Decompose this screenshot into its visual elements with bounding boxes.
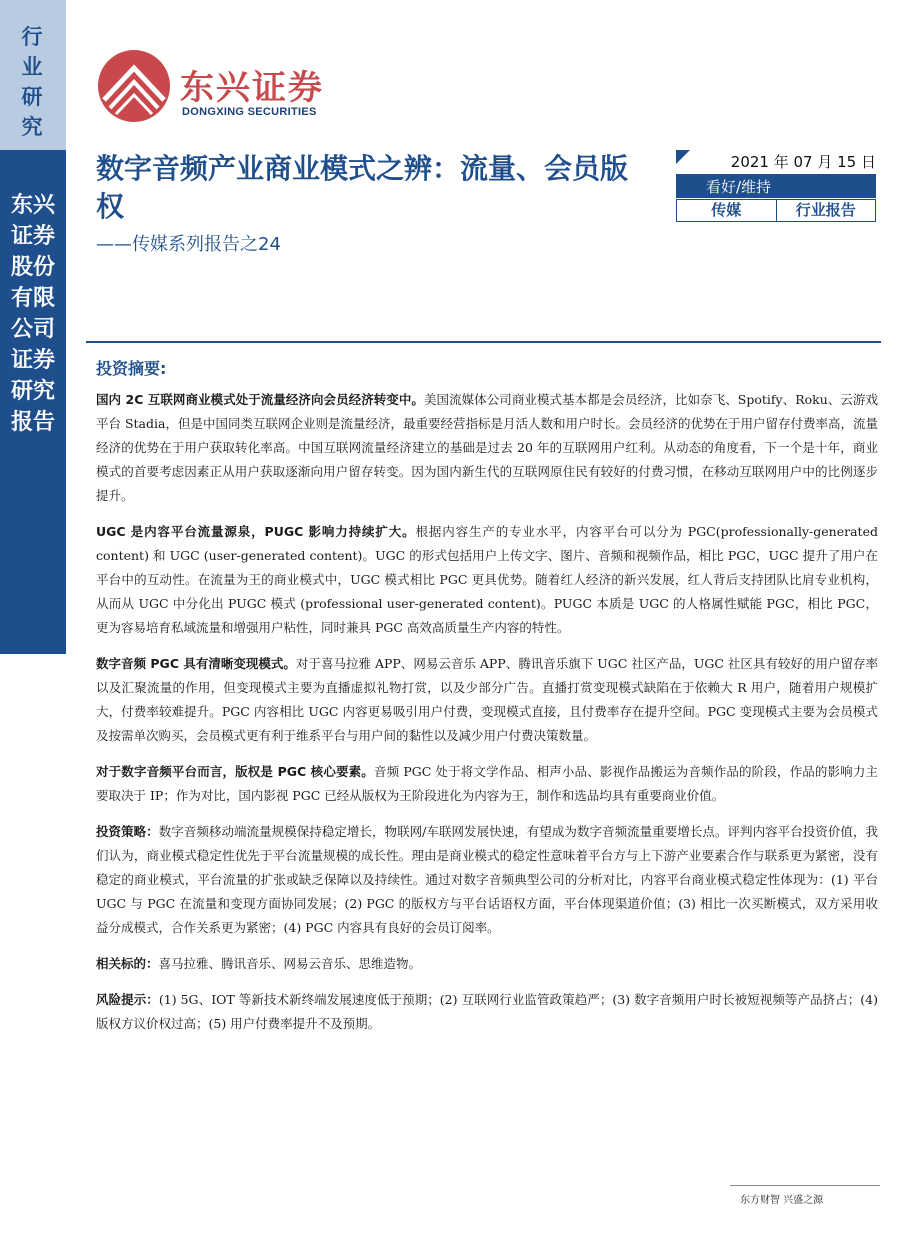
summary-paragraph — [96, 952, 878, 976]
summary-paragraph — [96, 988, 878, 1036]
report-type-tag: 行业报告 — [776, 200, 876, 221]
summary-heading: 投资摘要: — [96, 359, 167, 378]
paragraph-body: (1) 5G、IOT 等新技术新终端发展速度低于预期；(2) 互联网行业监管政策趋严；(3) 数字音频用户时长被短视频等产品挤占；(4) 版权方议价权过高；(5) 用户付费率提升不及预期。 — [96, 992, 878, 1031]
summary-paragraph — [96, 388, 878, 508]
paragraph-lead: 投资策略： — [96, 824, 159, 839]
logo-chinese-name: 东兴证券 — [180, 68, 324, 108]
summary-paragraph — [96, 652, 878, 748]
logo-english-name: DONGXING SECURITIES — [182, 106, 317, 118]
footer-divider — [730, 1185, 880, 1186]
paragraph-body: 音频 PGC 处于将文学作品、相声小品、影视作品搬运为音频作品的阶段，作品的影响力主要取决于 IP；作为对比，国内影视 PGC 已经从版权为王阶段进化为内容为王，制作和选品均具有重要商业价值。 — [96, 764, 878, 803]
paragraph-body: 根据内容生产的专业水平，内容平台可以分为 PGC(professionally-generated content) 和 UGC (user-generated content)。UGC 的形式包括用户上传文字、图片、音频和视频作品，相比 PGC，UGC 提升了用户在平台中的互动性。在流量为王的商业模式中，UGC 模式相比 PGC 更具优势。随着红人经济的新兴发展，红人背后支持团队比肩专业机构，从而从 UGC 中分化出 PUGC 模式 (professional user-generated content)。PUGC 本质是 UGC 的人格属性赋能 PGC，相比 PGC，更为容易培育私域流量和增强用户粘性，同时兼具 PGC 高效高质量生产内容的特性。 — [96, 524, 878, 635]
rating-badge: 看好/维持 — [676, 176, 876, 198]
paragraph-lead: 风险提示： — [96, 992, 159, 1007]
paragraph-lead: 对于数字音频平台而言，版权是 PGC 核心要素。 — [96, 764, 374, 779]
summary-content — [96, 388, 878, 1048]
paragraph-lead: UGC 是内容平台流量源泉，PUGC 影响力持续扩大。 — [96, 524, 416, 539]
sidebar-category: 行业研究 — [21, 25, 43, 139]
summary-paragraph — [96, 520, 878, 640]
sector-tag: 传媒 — [711, 201, 742, 219]
report-title: 数字音频产业商业模式之辨：流量、会员版权 — [96, 152, 629, 223]
report-info-box — [676, 150, 876, 222]
summary-paragraph — [96, 760, 878, 808]
paragraph-lead: 数字音频 PGC 具有清晰变现模式。 — [96, 656, 296, 671]
company-logo — [96, 48, 356, 128]
report-tags — [676, 199, 876, 222]
paragraph-body: 对于喜马拉雅 APP、网易云音乐 APP、腾讯音乐旗下 UGC 社区产品，UGC 社区具有较好的用户留存率以及汇聚流量的作用，但变现模式主要为直播虚拟礼物打赏，以及少部分广告。直播打赏变现模式缺陷在于依赖大 R 用户，随着用户规模扩大，付费率较难提升。PGC 内容相比 UGC 内容更易吸引用户付费，变现模式直接，且付费率存在提升空间。PGC 变现模式主要为会员模式及按需单次购买，会员模式更有利于维系平台与用户间的黏性以及减少用户付费决策数量。 — [96, 656, 878, 743]
sidebar-company-band — [0, 150, 66, 654]
corner-triangle-icon — [676, 150, 690, 164]
summary-paragraph — [96, 820, 878, 940]
footer-slogan: 东方财智 兴盛之源 — [740, 1195, 824, 1206]
paragraph-body: 数字音频移动端流量规模保持稳定增长，物联网/车联网发展快速，有望成为数字音频流量重要增长点。评判内容平台投资价值，我们认为，商业模式稳定性优先于平台流量规模的成长性。理由是商业模式的稳定性意味着平台方与上下游产业要素合作与联系更为紧密，没有稳定的商业模式，平台流量的扩张或缺乏保障以及持续性。通过对数字音频典型公司的分析对比，内容平台商业模式稳定性体现为：(1) 平台 UGC 与 PGC 在流量和变现方面协同发展；(2) PGC 的版权方与平台话语权方面，平台体现渠道价值；(3) 相比一次买断模式，双方采用收益分成模式，合作关系更为紧密；(4) PGC 内容具有良好的会员订阅率。 — [96, 824, 878, 935]
sidebar-category-band — [0, 0, 66, 150]
report-date: 2021 年 07 月 15 日 — [676, 150, 876, 176]
sidebar-company: 东兴证券股份有限公司证券研究报告 — [11, 193, 56, 435]
paragraph-body: 美国流媒体公司商业模式基本都是会员经济，比如奈飞、Spotify、Roku、云游戏平台 Stadia，但是中国同类互联网企业则是流量经济，最重要经营指标是月活人数和用户时长。会员经济的优势在于用户留存付费率高，流量经济的优势在于用户获取转化率高。中国互联网流量经济建立的基础是过去 20 年的互联网用户红利。从动态的角度看，下一个是十年，商业模式的首要考虑因素正从用户获取逐渐向用户留存转变。因为国内新生代的互联网原住民有较好的付费习惯，在移动互联网用户中的比例逐步提升。 — [96, 392, 878, 503]
report-subtitle: ——传媒系列报告之24 — [96, 234, 281, 255]
paragraph-lead: 相关标的： — [96, 956, 159, 971]
paragraph-lead: 国内 2C 互联网商业模式处于流量经济向会员经济转变中。 — [96, 392, 424, 407]
header-divider — [86, 341, 881, 343]
paragraph-body: 喜马拉雅、腾讯音乐、网易云音乐、思维造物。 — [158, 956, 422, 971]
logo-emblem-icon — [96, 48, 176, 128]
